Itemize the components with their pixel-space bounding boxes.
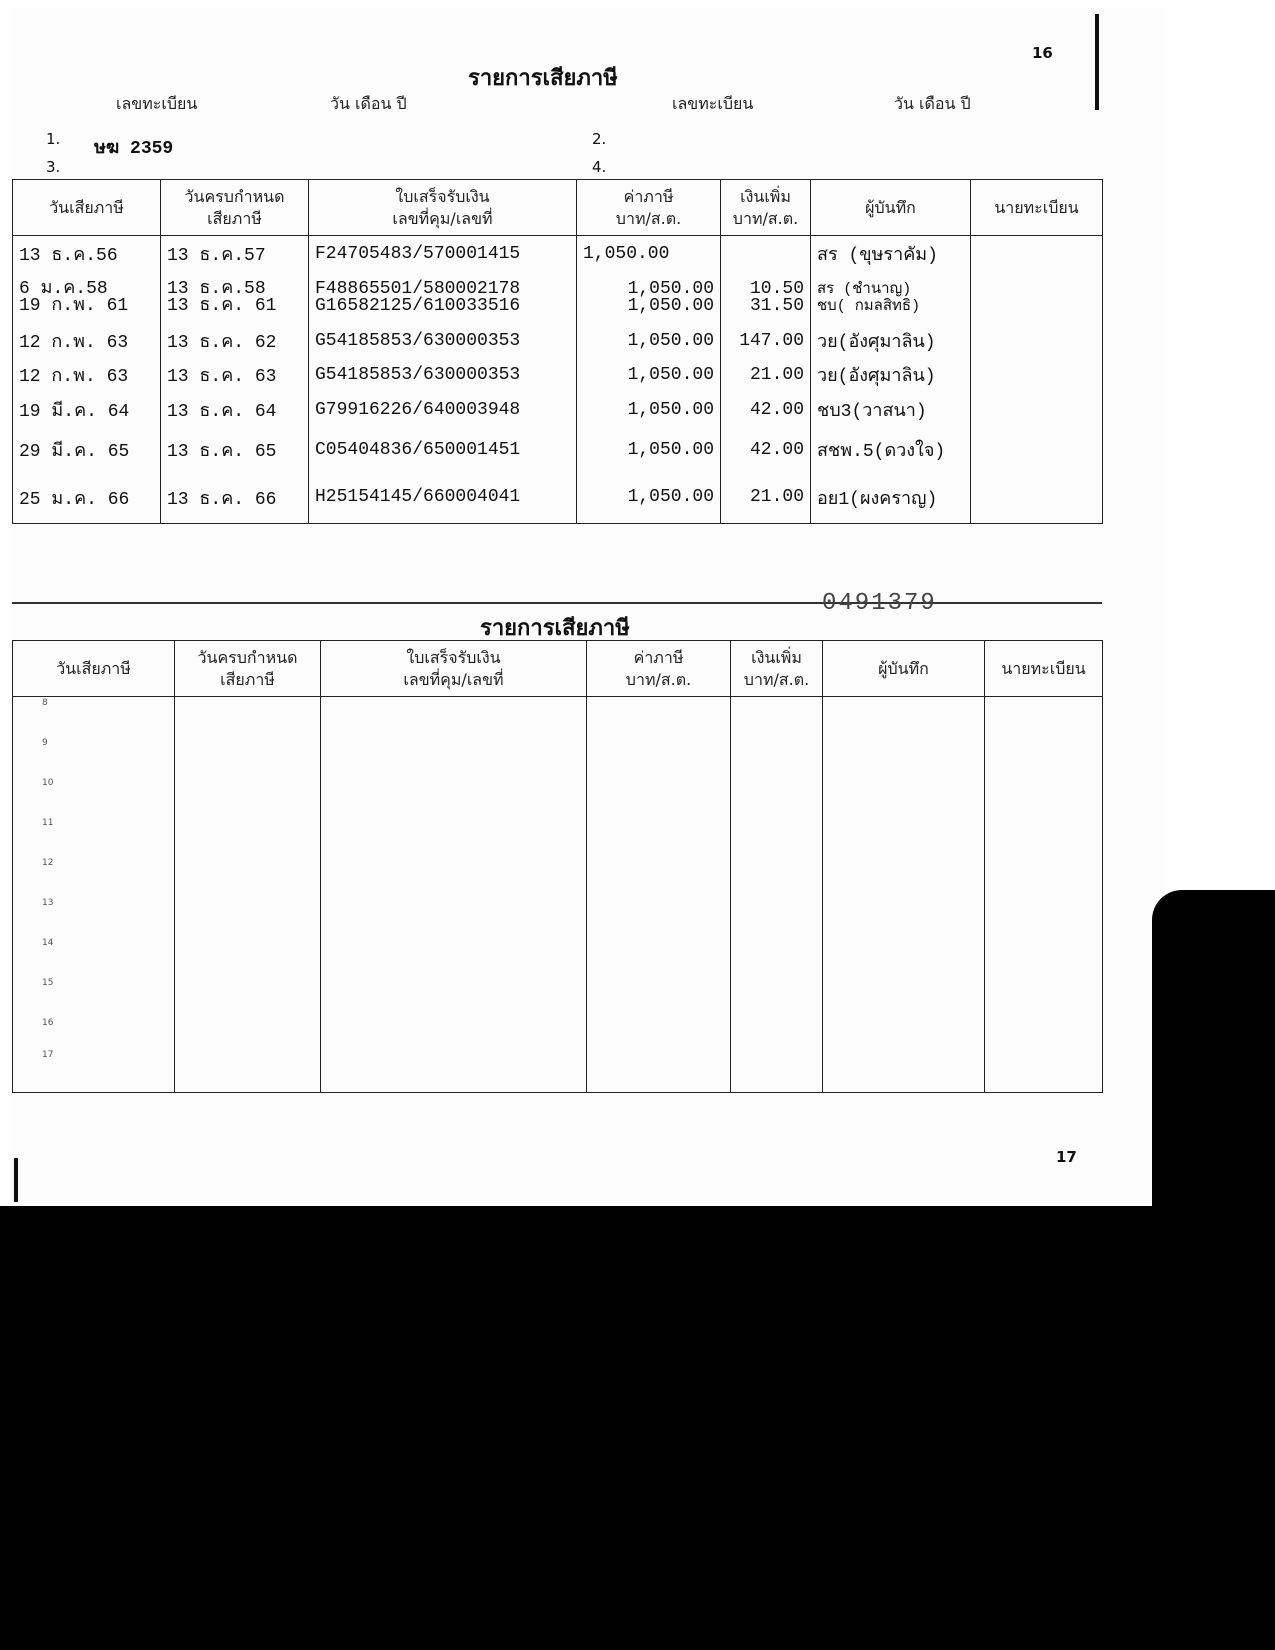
- cell-due-date: 13 ธ.ค. 62: [161, 324, 309, 358]
- scan-background: [0, 1206, 1275, 1650]
- cell-tax-date: 29 มี.ค. 65: [13, 428, 161, 472]
- cell-registrar: [971, 472, 1103, 524]
- cell-tax-date: 12 ก.พ. 63: [13, 324, 161, 358]
- cell-receipt: C05404836/650001451: [309, 428, 577, 472]
- cell-receipt: G54185853/630000353: [309, 358, 577, 392]
- empty-cell: [985, 697, 1103, 1093]
- cell-due-date: 13 ธ.ค. 66: [161, 472, 309, 524]
- table-row: [13, 236, 1103, 272]
- empty-record-area: [13, 697, 1103, 1093]
- label-registration-left: เลขทะเบียน: [116, 94, 198, 113]
- table-row: [13, 324, 1103, 358]
- header-recorder: ผู้บันทึก: [823, 641, 985, 697]
- tax-record-table-bottom: [12, 640, 1103, 1093]
- edge-mark: [14, 1158, 18, 1202]
- cell-receipt: H25154145/660004041: [309, 472, 577, 524]
- cell-registrar: [971, 392, 1103, 428]
- slot-1-number: 1.: [46, 130, 61, 148]
- cell-receipt: F48865501/580002178 G16582125/610033516: [309, 272, 577, 324]
- cell-due-date: 13 ธ.ค. 65: [161, 428, 309, 472]
- line-number: 16: [42, 1018, 54, 1028]
- label-registration-right: เลขทะเบียน: [672, 94, 754, 113]
- header-receipt: ใบเสร็จรับเงิน เลขที่คุม/เลขที่: [321, 641, 587, 697]
- document-page: [12, 8, 1164, 1204]
- cell-tax-date: 6 ม.ค.58 19 ก.พ. 61: [13, 272, 161, 324]
- cell-tax-date: 12 ก.พ. 63: [13, 358, 161, 392]
- line-number: 12: [42, 858, 54, 868]
- cell-registrar: [971, 358, 1103, 392]
- line-number: 10: [42, 778, 54, 788]
- cell-registrar: [971, 324, 1103, 358]
- table-row: [13, 428, 1103, 472]
- line-number: 14: [42, 938, 54, 948]
- empty-cell: [731, 697, 823, 1093]
- cell-surcharge: [721, 236, 811, 272]
- cell-surcharge: 42.00: [721, 428, 811, 472]
- cell-surcharge: 147.00: [721, 324, 811, 358]
- cell-recorder: สชพ.5(ดวงใจ): [811, 428, 971, 472]
- cell-recorder: สร (ชำนาญ) ชบ( กมลสิทธิ): [811, 272, 971, 324]
- cell-surcharge: 21.00: [721, 472, 811, 524]
- cell-due-date: 13 ธ.ค.57: [161, 236, 309, 272]
- cell-surcharge: 10.50 31.50: [721, 272, 811, 324]
- header-due-date: วันครบกำหนด เสียภาษี: [175, 641, 321, 697]
- empty-cell: [321, 697, 587, 1093]
- cell-registrar: [971, 428, 1103, 472]
- cell-recorder: ชบ3(วาสนา): [811, 392, 971, 428]
- edge-mark: [1095, 14, 1099, 110]
- line-number: 13: [42, 898, 54, 908]
- cell-tax-amount: 1,050.00: [577, 472, 721, 524]
- line-number: 11: [42, 818, 54, 828]
- scan-shadow: [1152, 890, 1275, 1206]
- empty-cell: [13, 697, 175, 1093]
- header-tax-amount: ค่าภาษี บาท/ส.ต.: [587, 641, 731, 697]
- cell-tax-date: 19 มี.ค. 64: [13, 392, 161, 428]
- cell-due-date: 13 ธ.ค.58 13 ธ.ค. 61: [161, 272, 309, 324]
- cell-registrar: [971, 236, 1103, 272]
- cell-due-date: 13 ธ.ค. 64: [161, 392, 309, 428]
- cell-surcharge: 21.00: [721, 358, 811, 392]
- header-tax-amount: ค่าภาษี บาท/ส.ต.: [577, 180, 721, 236]
- stamp-number: 0491379: [822, 590, 937, 617]
- cell-receipt: G54185853/630000353: [309, 324, 577, 358]
- slot-3-number: 3.: [46, 158, 61, 176]
- cell-tax-amount: 1,050.00: [577, 236, 721, 272]
- header-recorder: ผู้บันทึก: [811, 180, 971, 236]
- header-receipt: ใบเสร็จรับเงิน เลขที่คุม/เลขที่: [309, 180, 577, 236]
- slot-2-number: 2.: [592, 130, 607, 148]
- cell-receipt: F24705483/570001415: [309, 236, 577, 272]
- cell-tax-amount: 1,050.00: [577, 428, 721, 472]
- table-row: [13, 272, 1103, 324]
- empty-cell: [823, 697, 985, 1093]
- section-title-bottom: รายการเสียภาษี: [480, 615, 630, 641]
- header-tax-date: วันเสียภาษี: [13, 180, 161, 236]
- tax-record-table-top: [12, 179, 1103, 524]
- page-number-bottom: 17: [1056, 1148, 1077, 1166]
- table-row: [13, 358, 1103, 392]
- cell-tax-amount: 1,050.00: [577, 358, 721, 392]
- page-number-top: 16: [1032, 44, 1053, 62]
- cell-receipt: G79916226/640003948: [309, 392, 577, 428]
- label-date-left: วัน เดือน ปี: [330, 94, 407, 113]
- header-tax-date: วันเสียภาษี: [13, 641, 175, 697]
- cell-tax-date: 25 ม.ค. 66: [13, 472, 161, 524]
- cell-recorder: สร (ขุษราคัม): [811, 236, 971, 272]
- cell-due-date: 13 ธ.ค. 63: [161, 358, 309, 392]
- empty-cell: [175, 697, 321, 1093]
- header-registrar: นายทะเบียน: [985, 641, 1103, 697]
- cell-surcharge: 42.00: [721, 392, 811, 428]
- registration-value-1: ษฆ 2359: [94, 139, 174, 159]
- cell-tax-date: 13 ธ.ค.56: [13, 236, 161, 272]
- table-row: [13, 472, 1103, 524]
- cell-tax-amount: 1,050.00: [577, 392, 721, 428]
- line-number: 15: [42, 978, 54, 988]
- empty-cell: [587, 697, 731, 1093]
- cell-recorder: วย(อังศุมาลิน): [811, 324, 971, 358]
- slot-4-number: 4.: [592, 158, 607, 176]
- header-due-date: วันครบกำหนด เสียภาษี: [161, 180, 309, 236]
- cell-registrar: [971, 272, 1103, 324]
- cell-recorder: อย1(ผงคราญ): [811, 472, 971, 524]
- header-surcharge: เงินเพิ่ม บาท/ส.ต.: [731, 641, 823, 697]
- table-row: [13, 392, 1103, 428]
- header-registrar: นายทะเบียน: [971, 180, 1103, 236]
- label-date-right: วัน เดือน ปี: [894, 94, 971, 113]
- section-divider: [12, 602, 1102, 604]
- line-number: 9: [42, 738, 48, 748]
- line-number: 17: [42, 1050, 54, 1060]
- section-title-top: รายการเสียภาษี: [468, 65, 618, 91]
- header-surcharge: เงินเพิ่ม บาท/ส.ต.: [721, 180, 811, 236]
- cell-tax-amount: 1,050.00 1,050.00: [577, 272, 721, 324]
- cell-tax-amount: 1,050.00: [577, 324, 721, 358]
- line-number: 8: [42, 698, 48, 708]
- cell-recorder: วย(อังศุมาลิน): [811, 358, 971, 392]
